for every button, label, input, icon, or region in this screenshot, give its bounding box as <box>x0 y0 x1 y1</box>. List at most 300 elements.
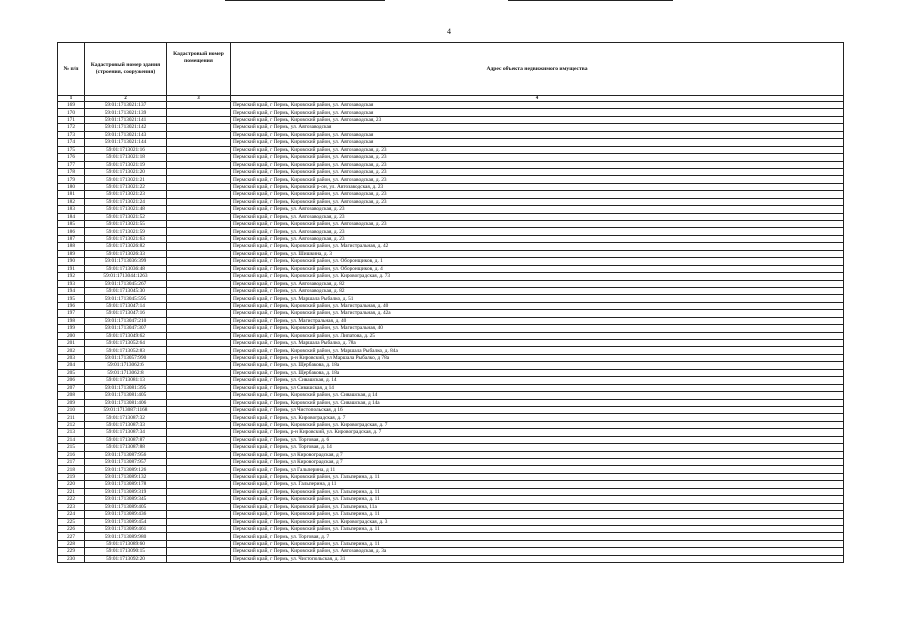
cadastral-room <box>167 310 231 317</box>
table-row <box>58 548 844 555</box>
address: Пермский край, г Пермь, Кировский район, ул. Маршала Рыбалко, д. 84а <box>231 347 844 354</box>
table-row <box>58 139 844 146</box>
cadastral-room <box>167 258 231 265</box>
row-number: 171 <box>58 116 85 123</box>
cadastral-building: 59:01:1713087:88 <box>85 444 167 451</box>
cadastral-room <box>167 287 231 294</box>
address: Пермский край, г Пермь, ул. Чистопольская, д. 31 <box>231 555 844 562</box>
cadastral-room <box>167 102 231 109</box>
table-row <box>58 116 844 123</box>
table-row <box>58 228 844 235</box>
cadastral-building: 59:01:1713081:13 <box>85 377 167 384</box>
cadastral-room <box>167 183 231 190</box>
row-number: 190 <box>58 258 85 265</box>
address: Пермский край, г Пермь, Кировский район, ул. Кировоградская, д. 73 <box>231 273 844 280</box>
address: Пермский край, г Пермь, р-н Кировский, ул Маршала Рыбалко, д 78а <box>231 354 844 361</box>
cadastral-building: 59:01:1713021:19 <box>85 161 167 168</box>
cadastral-building: 59:01:1713026:82 <box>85 243 167 250</box>
objects-table <box>57 42 844 563</box>
table-row <box>58 533 844 540</box>
row-number: 222 <box>58 496 85 503</box>
cadastral-room <box>167 161 231 168</box>
cadastral-room <box>167 399 231 406</box>
table-row <box>58 235 844 242</box>
address: Пермский край, г Пермь, ул. Гальперина, д 11 <box>231 481 844 488</box>
row-number: 201 <box>58 340 85 347</box>
row-number: 208 <box>58 392 85 399</box>
row-number: 188 <box>58 243 85 250</box>
table-row <box>58 161 844 168</box>
cadastral-room <box>167 235 231 242</box>
cadastral-building: 59:01:1713045:595 <box>85 295 167 302</box>
row-number: 173 <box>58 131 85 138</box>
table-row <box>58 198 844 205</box>
row-number: 181 <box>58 191 85 198</box>
row-number: 189 <box>58 250 85 257</box>
address: Пермский край, г Пермь, Кировский район, ул. Автозаводская, д. 3а <box>231 548 844 555</box>
table-row <box>58 518 844 525</box>
row-number: 196 <box>58 302 85 309</box>
cadastral-room <box>167 533 231 540</box>
cadastral-room <box>167 473 231 480</box>
row-number: 206 <box>58 377 85 384</box>
row-number: 176 <box>58 154 85 161</box>
cadastral-building: 59:01:1713057:990 <box>85 354 167 361</box>
address: Пермский край, г Пермь, Кировский район, ул. Оборонщиков, д. 4 <box>231 265 844 272</box>
cadastral-building: 59:01:1713087:34 <box>85 429 167 436</box>
table-row <box>58 109 844 116</box>
cadastral-building: 59:01:1713089:126 <box>85 466 167 473</box>
address: Пермский край, г Пермь, ул. Автозаводская, д. 23 <box>231 235 844 242</box>
row-number: 182 <box>58 198 85 205</box>
table-row <box>58 280 844 287</box>
cadastral-building: 59:01:1713047:307 <box>85 325 167 332</box>
table-body <box>58 102 844 563</box>
row-number: 169 <box>58 102 85 109</box>
table-row <box>58 392 844 399</box>
table-row <box>58 377 844 384</box>
col-number: 3 <box>167 96 231 102</box>
table-row <box>58 273 844 280</box>
cadastral-room <box>167 213 231 220</box>
address: Пермский край, г Пермь, Кировский район, ул. Сивашская, д 14 <box>231 392 844 399</box>
table-row <box>58 503 844 510</box>
table-header-row <box>58 43 844 96</box>
table-row <box>58 429 844 436</box>
table-row <box>58 459 844 466</box>
table-row <box>58 302 844 309</box>
address: Пермский край, г Пермь, Кировский район, ул. Автозаводская, д. 23 <box>231 221 844 228</box>
table-row <box>58 154 844 161</box>
table-row <box>58 131 844 138</box>
col-number: 4 <box>231 96 844 102</box>
row-number: 193 <box>58 280 85 287</box>
cadastral-building: 59:01:1713087:1168 <box>85 406 167 413</box>
row-number: 179 <box>58 176 85 183</box>
cadastral-building: 59:01:1713090:15 <box>85 548 167 555</box>
address: Пермский край, г Пермь, Кировский район, ул. Автозаводская <box>231 109 844 116</box>
address: Пермский край, г Пермь, Кировский район, ул. Оборонщиков, д. 1 <box>231 258 844 265</box>
row-number: 202 <box>58 347 85 354</box>
cadastral-building: 59:01:1713044:1263 <box>85 273 167 280</box>
cadastral-room <box>167 392 231 399</box>
table-row <box>58 540 844 547</box>
table-row <box>58 496 844 503</box>
cadastral-building: 59:01:1713021:142 <box>85 124 167 131</box>
cadastral-room <box>167 191 231 198</box>
address: Пермский край, г Пермь, ул. Автозаводская, д. 23 <box>231 206 844 213</box>
row-number: 219 <box>58 473 85 480</box>
table-row <box>58 265 844 272</box>
cadastral-building: 59:01:1713089:461 <box>85 525 167 532</box>
cadastral-building: 59:01:1713087:957 <box>85 459 167 466</box>
cadastral-room <box>167 459 231 466</box>
table-row <box>58 451 844 458</box>
row-number: 224 <box>58 511 85 518</box>
table-row <box>58 488 844 495</box>
cadastral-room <box>167 295 231 302</box>
col-number: 2 <box>85 96 167 102</box>
address: Пермский край, г Пермь, ул. Кировоградская, д. 7 <box>231 414 844 421</box>
address: Пермский край, г Пермь, ул. Торговая, д. 14 <box>231 444 844 451</box>
table-row <box>58 168 844 175</box>
address: Пермский край, г Пермь, Кировский район, ул. Магистральная, д. 40 <box>231 302 844 309</box>
cadastral-room <box>167 176 231 183</box>
row-number: 199 <box>58 325 85 332</box>
cadastral-room <box>167 481 231 488</box>
row-number: 197 <box>58 310 85 317</box>
row-number: 184 <box>58 213 85 220</box>
address: Пермский край, г Пермь, ул Кировоградская, д 7 <box>231 459 844 466</box>
address: Пермский край, г Пермь, ул. Торговая, д. 6 <box>231 436 844 443</box>
row-number: 210 <box>58 406 85 413</box>
address: Пермский край, г Пермь, ул Кировоградская, д 7 <box>231 451 844 458</box>
row-number: 174 <box>58 139 85 146</box>
cadastral-building: 59:01:1713089:980 <box>85 533 167 540</box>
cadastral-room <box>167 168 231 175</box>
cadastral-building: 59:01:1713089:60 <box>85 540 167 547</box>
cadastral-room <box>167 429 231 436</box>
row-number: 225 <box>58 518 85 525</box>
table-row <box>58 354 844 361</box>
row-number: 209 <box>58 399 85 406</box>
row-number: 204 <box>58 362 85 369</box>
address: Пермский край, г Пермь, Кировский район, ул. Гальперина, д. 11 <box>231 473 844 480</box>
address: Пермский край, г Пермь, ул. Торговая, д. 7 <box>231 533 844 540</box>
cadastral-building: 59:01:1713021:139 <box>85 109 167 116</box>
cadastral-room <box>167 302 231 309</box>
cadastral-room <box>167 139 231 146</box>
table-row <box>58 146 844 153</box>
address: Пермский край, г Пермь, Кировский район, ул. Магистральная, 40 <box>231 325 844 332</box>
address: Пермский край, г Пермь, Кировский район, ул. Автозаводская, д. 23 <box>231 198 844 205</box>
table-row <box>58 414 844 421</box>
cadastral-room <box>167 362 231 369</box>
table-row <box>58 221 844 228</box>
cadastral-building: 59:01:1713052:83 <box>85 347 167 354</box>
address: Пермский край, г Пермь, ул. Автозаводская, д. 82 <box>231 287 844 294</box>
row-number: 207 <box>58 384 85 391</box>
row-number: 229 <box>58 548 85 555</box>
cadastral-room <box>167 116 231 123</box>
cadastral-building: 59:01:1713021:16 <box>85 146 167 153</box>
table-row <box>58 213 844 220</box>
row-number: 203 <box>58 354 85 361</box>
cadastral-room <box>167 243 231 250</box>
address: Пермский край, г Пермь, ул. Автозаводская, д. 82 <box>231 280 844 287</box>
cadastral-building: 59:01:1713021:59 <box>85 228 167 235</box>
top-edge-line-left <box>225 0 385 1</box>
row-number: 223 <box>58 503 85 510</box>
cadastral-building: 59:01:1713021:48 <box>85 206 167 213</box>
table-row <box>58 369 844 376</box>
cadastral-room <box>167 146 231 153</box>
row-number: 226 <box>58 525 85 532</box>
cadastral-room <box>167 444 231 451</box>
cadastral-room <box>167 525 231 532</box>
address: Пермский край, г Пермь, Кировский район, ул. Гальперина, д. 11 <box>231 488 844 495</box>
cadastral-building: 59:01:1713087:32 <box>85 414 167 421</box>
table-row <box>58 481 844 488</box>
row-number: 194 <box>58 287 85 294</box>
cadastral-building: 59:01:1713021:55 <box>85 221 167 228</box>
table-row <box>58 258 844 265</box>
cadastral-room <box>167 228 231 235</box>
cadastral-room <box>167 436 231 443</box>
cadastral-room <box>167 555 231 562</box>
cadastral-room <box>167 488 231 495</box>
cadastral-building: 59:01:1713047:14 <box>85 302 167 309</box>
cadastral-room <box>167 280 231 287</box>
address: Пермский край, г Пермь, Кировский р-он, ул. Автозаводская, д. 23 <box>231 183 844 190</box>
address: Пермский край, г Пермь, Кировский район, ул. Кировоградская, д. 7 <box>231 421 844 428</box>
col-number: 1 <box>58 96 85 102</box>
row-number: 218 <box>58 466 85 473</box>
address: Пермский край, г Пермь, Кировский район, ул. Автозаводская <box>231 139 844 146</box>
cadastral-building: 59:01:1713062:8 <box>85 369 167 376</box>
table-row <box>58 124 844 131</box>
cadastral-building: 59:01:1713021:21 <box>85 176 167 183</box>
row-number: 177 <box>58 161 85 168</box>
table-row <box>58 406 844 413</box>
address: Пермский край, г Пермь, Кировский район, ул. Магистральная, д. 42 <box>231 243 844 250</box>
address: Пермский край, г Пермь, ул. Маршала Рыбалко, д. 51 <box>231 295 844 302</box>
cadastral-building: 59:01:1713021:63 <box>85 235 167 242</box>
cadastral-building: 59:01:1713089:178 <box>85 481 167 488</box>
row-number: 187 <box>58 235 85 242</box>
cadastral-building: 59:01:1713047:16 <box>85 310 167 317</box>
address: Пермский край, г Пермь, ул. Щербакова, д. 18а <box>231 362 844 369</box>
cadastral-room <box>167 503 231 510</box>
cadastral-room <box>167 496 231 503</box>
address: Пермский край, г Пермь, Кировский район, ул. Автозаводская, д. 23 <box>231 176 844 183</box>
row-number: 221 <box>58 488 85 495</box>
cadastral-room <box>167 340 231 347</box>
table-row <box>58 332 844 339</box>
table-row <box>58 466 844 473</box>
cadastral-building: 59:01:1713021:141 <box>85 116 167 123</box>
table-row <box>58 511 844 518</box>
cadastral-building: 59:01:1713087:956 <box>85 451 167 458</box>
address: Пермский край, г Пермь, Кировский район, ул. Автозаводская, 23 <box>231 116 844 123</box>
header-num: № п/п <box>58 43 85 96</box>
table-row <box>58 436 844 443</box>
table-row <box>58 183 844 190</box>
table-row <box>58 473 844 480</box>
table-row <box>58 525 844 532</box>
address: Пермский край, г Пермь, ул. Щербакова, д. 18а <box>231 369 844 376</box>
address: Пермский край, г Пермь, ул. Автозаводская <box>231 124 844 131</box>
row-number: 212 <box>58 421 85 428</box>
address: Пермский край, г Пермь, Кировский район, ул. Гальперина, д. 11 <box>231 525 844 532</box>
cadastral-building: 59:01:1713021:137 <box>85 102 167 109</box>
cadastral-room <box>167 317 231 324</box>
address: Пермский край, г Пермь, Кировский район, ул. Магистральная, д. 42а <box>231 310 844 317</box>
row-number: 172 <box>58 124 85 131</box>
cadastral-building: 59:01:1713081:405 <box>85 392 167 399</box>
cadastral-room <box>167 518 231 525</box>
address: Пермский край, г Пермь, ул Сивашская, д 14 <box>231 384 844 391</box>
cadastral-room <box>167 265 231 272</box>
address: Пермский край, г Пермь, Кировский район, ул. Гальперина, д. 11 <box>231 511 844 518</box>
cadastral-room <box>167 511 231 518</box>
cadastral-building: 59:01:1713089:319 <box>85 488 167 495</box>
row-number: 211 <box>58 414 85 421</box>
cadastral-room <box>167 124 231 131</box>
row-number: 191 <box>58 265 85 272</box>
cadastral-building: 59:01:1713021:22 <box>85 183 167 190</box>
table-row <box>58 102 844 109</box>
cadastral-room <box>167 154 231 161</box>
cadastral-building: 59:01:1713021:23 <box>85 191 167 198</box>
address: Пермский край, г Пермь, Кировский район, ул. Гальперина, д. 11 <box>231 496 844 503</box>
address: Пермский край, г Пермь, Кировский район, ул. Автозаводская, д. 23 <box>231 191 844 198</box>
cadastral-building: 59:01:1713036:399 <box>85 258 167 265</box>
cadastral-building: 59:01:1713021:144 <box>85 139 167 146</box>
address: Пермский край, г Пермь, Кировский район, ул. Автозаводская, д. 23 <box>231 161 844 168</box>
cadastral-building: 59:01:1713045:30 <box>85 287 167 294</box>
address: Пермский край, г Пермь, Кировский район, ул. Автозаводская, д. 23 <box>231 154 844 161</box>
table-row <box>58 176 844 183</box>
address: Пермский край, г Пермь, ул. Автозаводская, д. 23 <box>231 228 844 235</box>
cadastral-room <box>167 221 231 228</box>
cadastral-building: 59:01:1713092:20 <box>85 555 167 562</box>
cadastral-room <box>167 377 231 384</box>
table-row <box>58 384 844 391</box>
cadastral-building: 59:01:1713089:405 <box>85 503 167 510</box>
cadastral-building: 59:01:1713081:395 <box>85 384 167 391</box>
cadastral-room <box>167 466 231 473</box>
top-edge-line-right <box>508 0 673 1</box>
page-number: 4 <box>447 27 451 36</box>
table-row <box>58 317 844 324</box>
cadastral-building: 59:01:1713021:143 <box>85 131 167 138</box>
cadastral-building: 59:01:1713087:87 <box>85 436 167 443</box>
address: Пермский край, г Пермь, ул. Автозаводская, д. 23 <box>231 213 844 220</box>
row-number: 213 <box>58 429 85 436</box>
address: Пермский край, г Пермь, Кировский район, ул. Автозаводская, д. 23 <box>231 146 844 153</box>
table-row <box>58 421 844 428</box>
address: Пермский край, г Пермь, Кировский район, ул. Гальперина, д. 11 <box>231 540 844 547</box>
cadastral-room <box>167 548 231 555</box>
cadastral-room <box>167 250 231 257</box>
row-number: 228 <box>58 540 85 547</box>
table-row <box>58 206 844 213</box>
address: Пермский край, г Пермь, Кировский район, ул. Сивашская, д 14а <box>231 399 844 406</box>
cadastral-room <box>167 451 231 458</box>
row-number: 185 <box>58 221 85 228</box>
cadastral-room <box>167 198 231 205</box>
row-number: 170 <box>58 109 85 116</box>
row-number: 215 <box>58 444 85 451</box>
cadastral-building: 59:01:1713036:48 <box>85 265 167 272</box>
cadastral-building: 59:01:1713047:210 <box>85 317 167 324</box>
row-number: 216 <box>58 451 85 458</box>
cadastral-building: 59:01:1713081:406 <box>85 399 167 406</box>
address: Пермский край, г Пермь, ул Чистопольская, д 16 <box>231 406 844 413</box>
row-number: 227 <box>58 533 85 540</box>
address: Пермский край, г Пермь, ул. Шишкина, д. 3 <box>231 250 844 257</box>
cadastral-building: 59:01:1713026:33 <box>85 250 167 257</box>
row-number: 195 <box>58 295 85 302</box>
cadastral-room <box>167 414 231 421</box>
cadastral-room <box>167 406 231 413</box>
cadastral-building: 59:01:1713087:33 <box>85 421 167 428</box>
cadastral-room <box>167 369 231 376</box>
address: Пермский край, г Пермь, ул. Маршала Рыбалко, д. 78а <box>231 340 844 347</box>
row-number: 183 <box>58 206 85 213</box>
row-number: 180 <box>58 183 85 190</box>
row-number: 205 <box>58 369 85 376</box>
address: Пермский край, г Пермь, Кировский район, ул. Автозаводская <box>231 131 844 138</box>
cadastral-building: 59:01:1713021:52 <box>85 213 167 220</box>
row-number: 175 <box>58 146 85 153</box>
cadastral-room <box>167 273 231 280</box>
cadastral-room <box>167 384 231 391</box>
address: Пермский край, г Пермь, Кировский район, ул. Автозаводская, д. 23 <box>231 168 844 175</box>
table-row <box>58 243 844 250</box>
row-number: 178 <box>58 168 85 175</box>
table-row <box>58 399 844 406</box>
row-number: 192 <box>58 273 85 280</box>
cadastral-building: 59:01:1713089:436 <box>85 511 167 518</box>
cadastral-room <box>167 325 231 332</box>
table-row <box>58 310 844 317</box>
cadastral-room <box>167 354 231 361</box>
table-row <box>58 250 844 257</box>
table-row <box>58 347 844 354</box>
header-cad-room: Кадастровый номер помещения <box>167 43 231 96</box>
header-address: Адрес объекта недвижимого имущества <box>231 43 844 96</box>
row-number: 220 <box>58 481 85 488</box>
cadastral-room <box>167 131 231 138</box>
cadastral-building: 59:01:1713089:454 <box>85 518 167 525</box>
cadastral-building: 59:01:1713049:62 <box>85 332 167 339</box>
table-row <box>58 555 844 562</box>
cadastral-building: 59:01:1713021:20 <box>85 168 167 175</box>
table-row <box>58 444 844 451</box>
cadastral-room <box>167 347 231 354</box>
row-number: 200 <box>58 332 85 339</box>
cadastral-building: 59:01:1713062:6 <box>85 362 167 369</box>
cadastral-room <box>167 421 231 428</box>
header-cad-building: Кадастровый номер здания (строения, сооружения) <box>85 43 167 96</box>
table-row <box>58 325 844 332</box>
address: Пермский край, г Пермь, Кировский район, ул. Гальперина, 11а <box>231 503 844 510</box>
cadastral-room <box>167 540 231 547</box>
table-row <box>58 340 844 347</box>
address: Пермский край, г Пермь, Кировский район, ул. Автозаводская <box>231 102 844 109</box>
